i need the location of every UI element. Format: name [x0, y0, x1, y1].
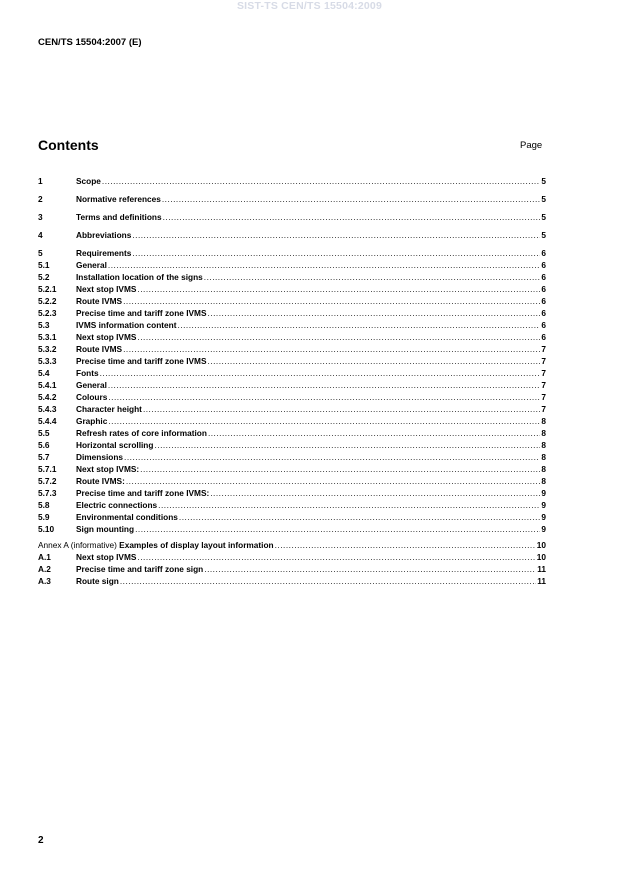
toc-entry[interactable] [38, 355, 546, 367]
toc-entry-title: Next stop IVMS [76, 284, 137, 294]
toc-entry-number: 5.4.2 [38, 392, 57, 402]
toc-entry-title: General [76, 380, 107, 390]
toc-entry-number: 2 [38, 194, 43, 204]
toc-dot-leader [163, 211, 541, 223]
toc-entry[interactable] [38, 319, 546, 331]
toc-entry-page: 8 [541, 428, 546, 438]
toc-entry-number: A.1 [38, 552, 51, 562]
toc-entry[interactable] [38, 391, 546, 403]
toc-entry[interactable] [38, 247, 546, 259]
toc-dot-leader [137, 551, 535, 563]
toc-entry-number: 5.4 [38, 368, 50, 378]
document-id: CEN/TS 15504:2007 (E) [38, 37, 142, 48]
toc-entry-title: Precise time and tariff zone IVMS [76, 308, 207, 318]
watermark: SIST-TS CEN/TS 15504:2009 [236, 0, 383, 12]
toc-entry-page: 6 [541, 296, 546, 306]
toc-entry[interactable] [38, 367, 546, 379]
toc-entry-number: 5.3 [38, 320, 50, 330]
toc-entry-title: Terms and definitions [76, 212, 162, 222]
toc-dot-leader [135, 523, 540, 535]
toc-entry[interactable] [38, 271, 546, 283]
toc-annex-entry[interactable] [38, 539, 546, 551]
toc-dot-leader [108, 415, 540, 427]
toc-entry-page: 10 [536, 540, 546, 550]
toc-entry[interactable] [38, 487, 546, 499]
toc-entry-page: 6 [541, 284, 546, 294]
toc-entry-page: 6 [541, 248, 546, 258]
toc-entry-page: 8 [541, 440, 546, 450]
toc-entry-page: 8 [541, 476, 546, 486]
toc-entry-number: 3 [38, 212, 43, 222]
toc-entry-title: General [76, 260, 107, 270]
page-title: Contents [38, 137, 99, 153]
toc-entry-page: 9 [541, 488, 546, 498]
toc-dot-leader [207, 307, 540, 319]
toc-entry[interactable] [38, 295, 546, 307]
toc-entry-title: Next stop IVMS [76, 552, 137, 562]
toc-dot-leader [154, 439, 540, 451]
toc-entry-page: 7 [541, 368, 546, 378]
toc-entry-page: 9 [541, 500, 546, 510]
toc-dot-leader [108, 379, 540, 391]
toc-entry-title: Precise time and tariff zone IVMS: [76, 488, 210, 498]
toc-entry-number: 5 [38, 248, 43, 258]
toc-entry-title: Route IVMS [76, 344, 123, 354]
toc-entry[interactable] [38, 193, 546, 205]
toc-entry[interactable] [38, 331, 546, 343]
toc-entry-page: 5 [541, 230, 546, 240]
toc-entry[interactable] [38, 259, 546, 271]
toc-entry[interactable] [38, 283, 546, 295]
toc-dot-leader [158, 499, 540, 511]
toc-dot-leader [108, 391, 540, 403]
toc-entry-title: Next stop IVMS [76, 332, 137, 342]
toc-entry-title: Next stop IVMS: [76, 464, 140, 474]
toc-entry-page: 7 [541, 392, 546, 402]
toc-entry-title: Fonts [76, 368, 99, 378]
toc-entry[interactable] [38, 211, 546, 223]
toc-entry-title: Route sign [76, 576, 119, 586]
toc-dot-leader [132, 229, 540, 241]
toc-dot-leader [204, 271, 541, 283]
toc-entry-number: A.3 [38, 576, 51, 586]
toc-entry-title: Sign mounting [76, 524, 135, 534]
toc-entry-title: Precise time and tariff zone sign [76, 564, 204, 574]
toc-dot-leader [126, 475, 541, 487]
toc-dot-leader [123, 295, 540, 307]
toc-entry-page: 9 [541, 524, 546, 534]
page-column-label: Page [520, 140, 543, 151]
toc-entry-number: 5.3.1 [38, 332, 57, 342]
toc-annex-qualifier: (informative) [68, 540, 120, 550]
page-number: 2 [38, 835, 44, 846]
toc-entry-number: 5.4.4 [38, 416, 57, 426]
toc-entry-number: 5.8 [38, 500, 50, 510]
toc-entry[interactable] [38, 499, 546, 511]
toc-entry-page: 6 [541, 260, 546, 270]
toc-entry-title: Refresh rates of core information [76, 428, 207, 438]
toc-dot-leader [210, 487, 540, 499]
toc-dot-leader [177, 319, 540, 331]
toc-entry[interactable] [38, 415, 546, 427]
toc-entry-title: Horizontal scrolling [76, 440, 154, 450]
toc-dot-leader [100, 367, 541, 379]
toc-entry-number: 5.5 [38, 428, 50, 438]
toc-entry-number: 5.2.1 [38, 284, 57, 294]
toc-entry-number: 4 [38, 230, 43, 240]
toc-entry-page: 11 [537, 576, 546, 586]
toc-entry-number: 5.7.2 [38, 476, 57, 486]
toc-entry-page: 6 [541, 308, 546, 318]
toc-entry-title: Installation location of the signs [76, 272, 203, 282]
toc-dot-leader [140, 463, 540, 475]
toc-dot-leader [102, 175, 540, 187]
toc-entry-page: 6 [541, 332, 546, 342]
toc-dot-leader [207, 355, 540, 367]
toc-dot-leader [123, 343, 540, 355]
toc-entry-page: 5 [541, 212, 546, 222]
toc-dot-leader [143, 403, 540, 415]
toc-entry-page: 7 [541, 356, 546, 366]
toc-entry-page: 5 [541, 194, 546, 204]
toc-dot-leader [275, 539, 536, 551]
toc-entry-title: Dimensions [76, 452, 124, 462]
toc-entry-page: 7 [541, 380, 546, 390]
toc-entry-page: 10 [536, 552, 546, 562]
toc-entry-page: 7 [541, 404, 546, 414]
toc-entry-page: 8 [541, 416, 546, 426]
toc-entry-number: A.2 [38, 564, 51, 574]
toc-entry-title: Colours [76, 392, 108, 402]
toc-entry-number: 5.4.3 [38, 404, 57, 414]
toc-entry[interactable] [38, 523, 546, 535]
toc-entry-page: 7 [541, 344, 546, 354]
toc-entry-page: 9 [541, 512, 546, 522]
toc-entry-page: 11 [537, 564, 546, 574]
toc-dot-leader [120, 575, 536, 587]
toc-entry-title: Precise time and tariff zone IVMS [76, 356, 207, 366]
toc-entry[interactable] [38, 451, 546, 463]
toc-entry[interactable] [38, 511, 546, 523]
table-of-contents [38, 175, 546, 587]
toc-entry-title: Route IVMS [76, 296, 123, 306]
toc-entry[interactable] [38, 575, 546, 587]
toc-entry-title: Requirements [76, 248, 132, 258]
toc-entry-page: 8 [541, 452, 546, 462]
toc-entry[interactable] [38, 175, 546, 187]
toc-dot-leader [124, 451, 540, 463]
toc-dot-leader [179, 511, 540, 523]
toc-entry-number: 5.2.2 [38, 296, 57, 306]
toc-entry-number: 5.3.2 [38, 344, 57, 354]
toc-entry-number: 1 [38, 176, 43, 186]
toc-entry-page: 6 [541, 272, 546, 282]
toc-entry[interactable] [38, 427, 546, 439]
toc-entry[interactable] [38, 343, 546, 355]
toc-entry-number: 5.2.3 [38, 308, 57, 318]
toc-entry-title: IVMS information content [76, 320, 177, 330]
toc-entry-number: 5.7 [38, 452, 50, 462]
toc-entry-number: 5.10 [38, 524, 55, 534]
toc-entry-title: Environmental conditions [76, 512, 178, 522]
toc-entry-title: Normative references [76, 194, 161, 204]
toc-entry-title: Electric connections [76, 500, 158, 510]
toc-entry[interactable] [38, 403, 546, 415]
toc-entry-number: 5.9 [38, 512, 50, 522]
toc-entry[interactable] [38, 439, 546, 451]
toc-entry-number: 5.6 [38, 440, 50, 450]
toc-dot-leader [208, 427, 540, 439]
toc-entry-page: 8 [541, 464, 546, 474]
toc-entry[interactable] [38, 463, 546, 475]
toc-entry[interactable] [38, 475, 546, 487]
toc-dot-leader [137, 331, 540, 343]
toc-entry-number: 5.7.1 [38, 464, 57, 474]
toc-entry-page: 5 [541, 176, 546, 186]
toc-entry[interactable] [38, 307, 546, 319]
toc-entry-number: 5.2 [38, 272, 50, 282]
toc-entry-title: Scope [76, 176, 101, 186]
toc-entry[interactable] [38, 563, 546, 575]
toc-entry[interactable] [38, 379, 546, 391]
toc-entry-title: Abbreviations [76, 230, 132, 240]
toc-dot-leader [132, 247, 540, 259]
toc-entry-page: 6 [541, 320, 546, 330]
toc-annex-prefix: Annex A [38, 540, 69, 550]
toc-entry-title: Route IVMS: [76, 476, 125, 486]
toc-entry-number: 5.7.3 [38, 488, 57, 498]
toc-entry-title: Character height [76, 404, 142, 414]
toc-dot-leader [108, 259, 540, 271]
toc-dot-leader [162, 193, 541, 205]
toc-entry-title: Graphic [76, 416, 108, 426]
toc-annex-heading: Examples of display layout information [119, 540, 274, 550]
toc-entry[interactable] [38, 551, 546, 563]
toc-entry-number: 5.4.1 [38, 380, 57, 390]
toc-entry[interactable] [38, 229, 546, 241]
toc-annex-title [38, 539, 274, 551]
toc-dot-leader [204, 563, 536, 575]
toc-dot-leader [137, 283, 540, 295]
toc-entry-number: 5.1 [38, 260, 50, 270]
toc-entry-number: 5.3.3 [38, 356, 57, 366]
